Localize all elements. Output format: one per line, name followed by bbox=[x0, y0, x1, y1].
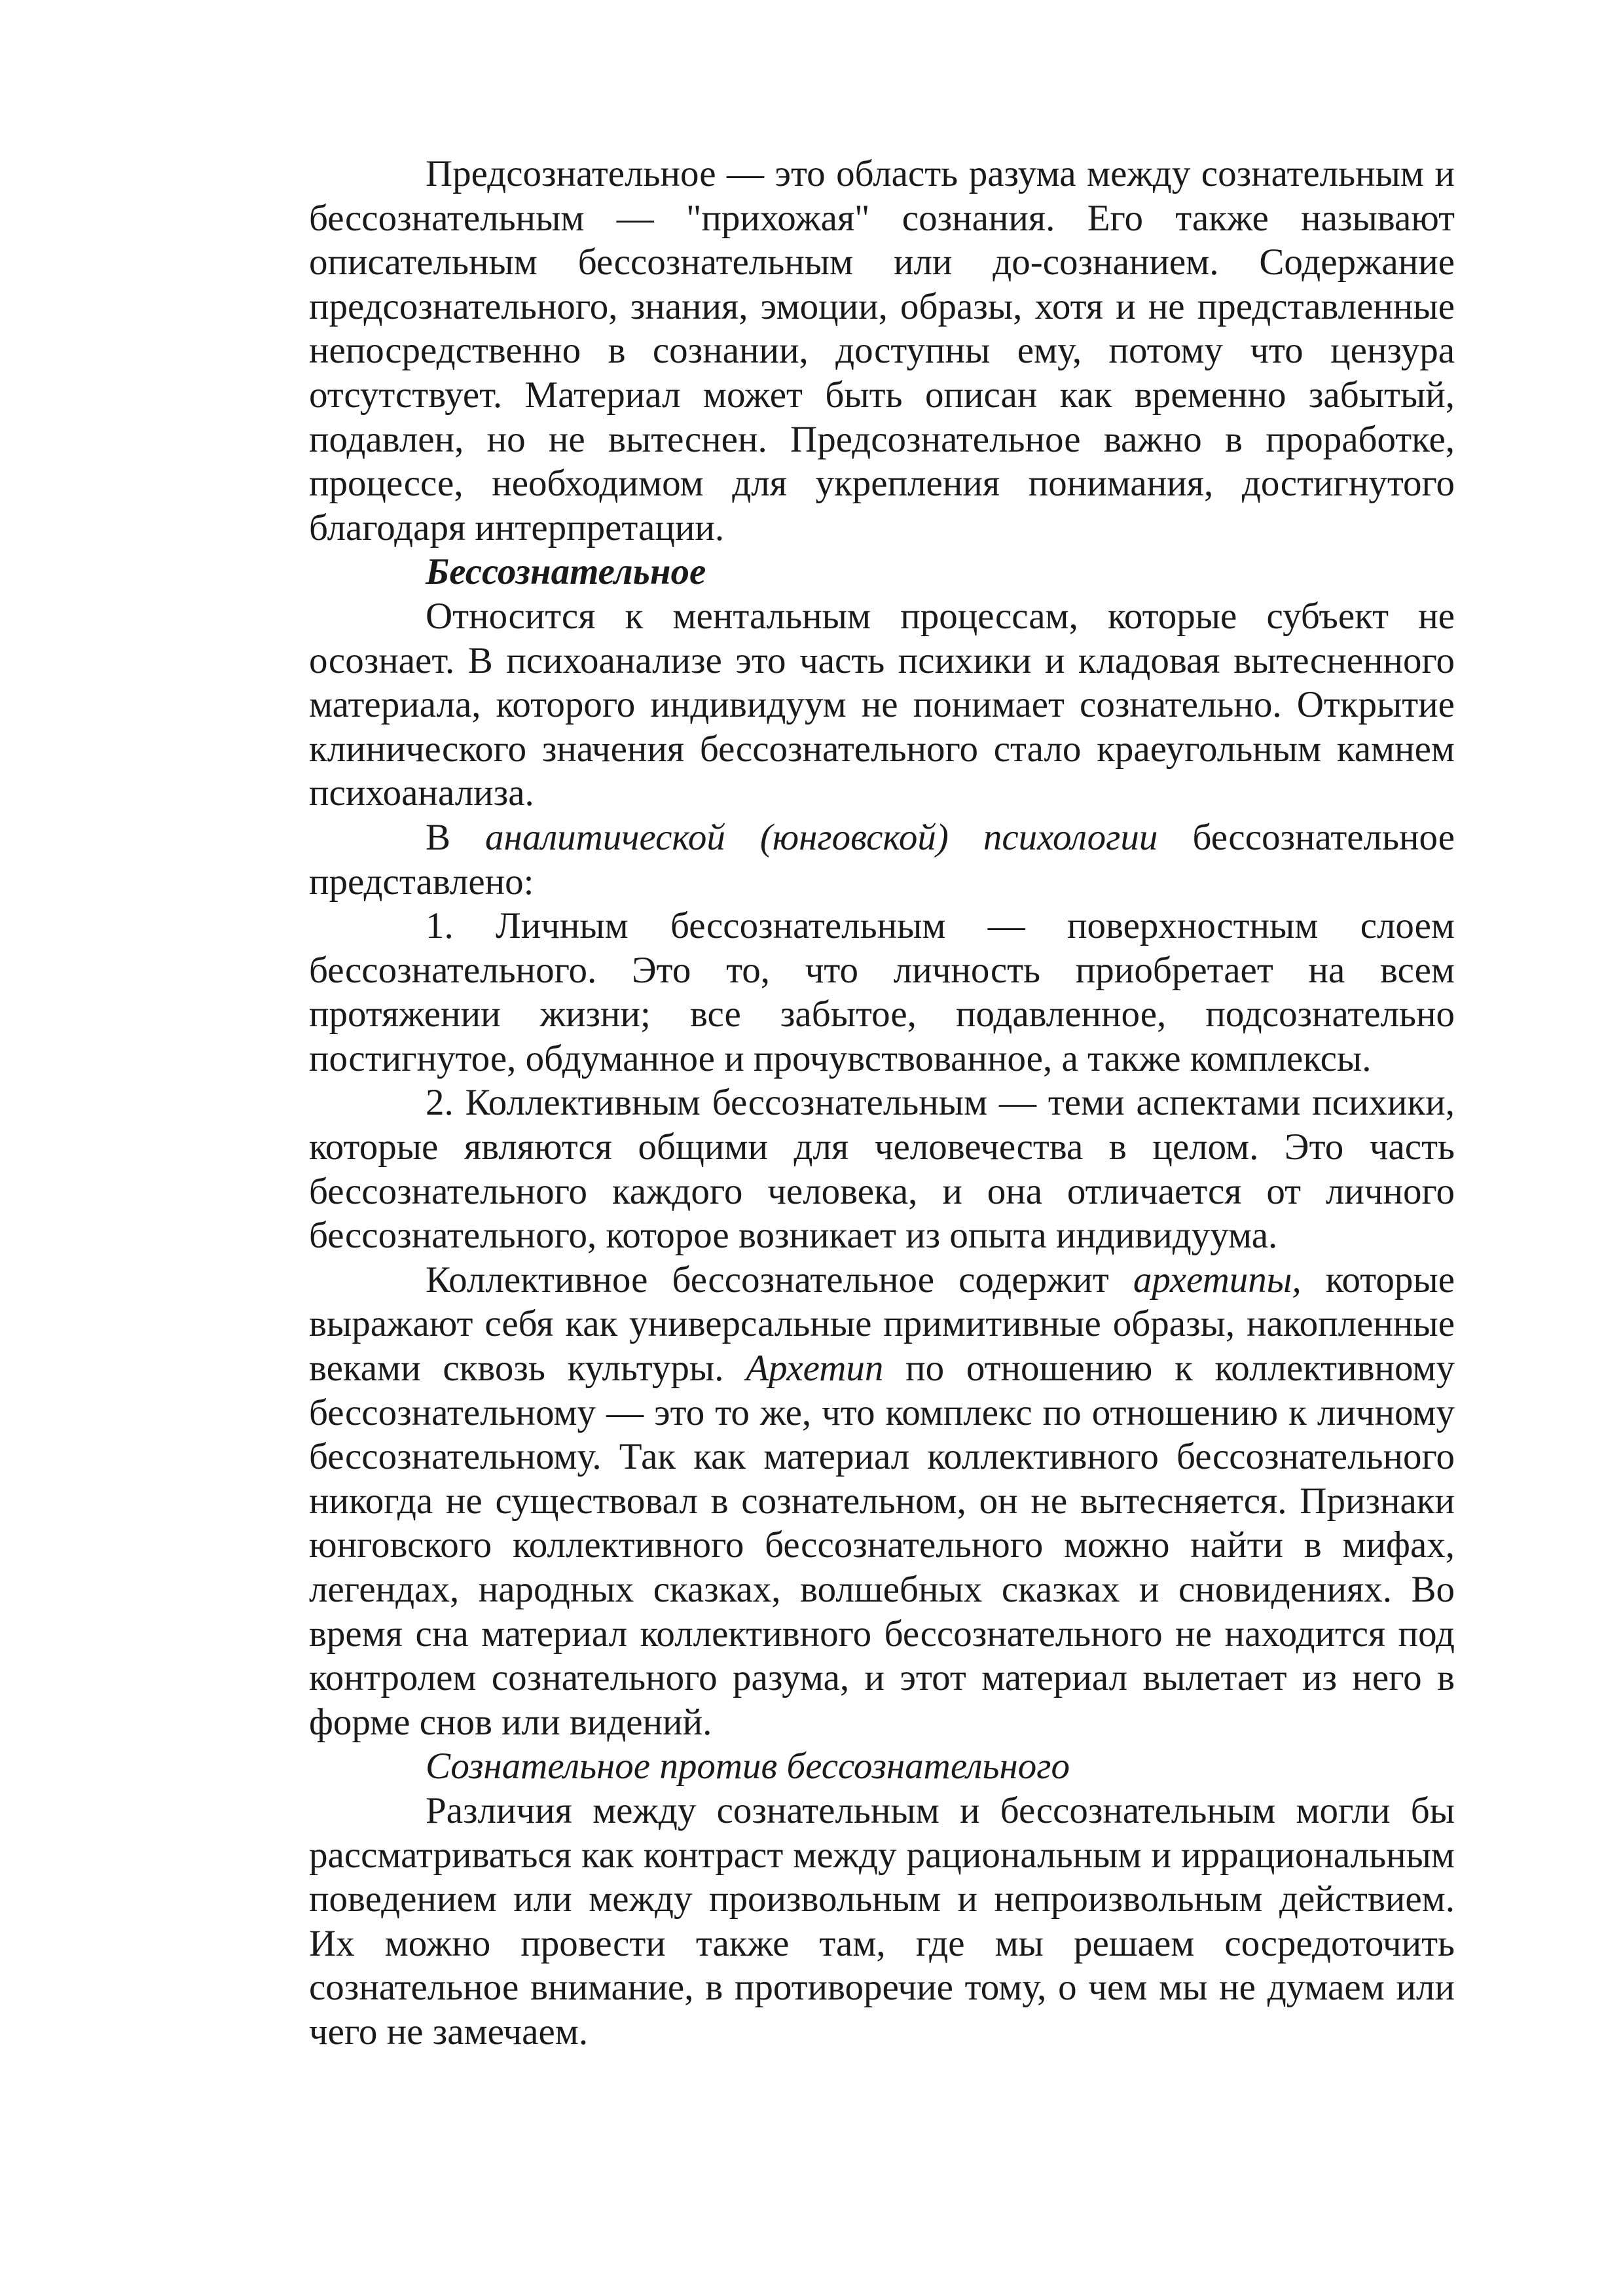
archetypes-italic1: архетипы, bbox=[1133, 1259, 1302, 1300]
heading-conscious-vs-unconscious bbox=[309, 1744, 1455, 1789]
paragraph-archetypes bbox=[309, 1258, 1455, 1745]
list-item-personal-unconscious: 1. Личным бессознательным — поверхностным слоем бессознательного. Это то, что личность приобретает на всем протяжении жизни; все забытое, подавленное, подсознательно постигнутое, обдуманное и прочувствованное, а также комплексы. bbox=[309, 905, 1455, 1079]
heading-unconscious-text: Бессознательное bbox=[426, 551, 706, 593]
list-item-collective-unconscious: 2. Коллективным бессознательным — теми аспектами психики, которые являются общими для человечества в целом. Это часть бессознательного каждого человека, и она отличается от личного бессознательного, которое возникает из опыта индивидуума. bbox=[309, 1082, 1455, 1257]
paragraph-differences: Различия между сознательным и бессознательным могли бы рассматриваться как контраст между рациональным и иррациональным поведением или между произвольным и непроизвольным действием. Их можно провести также там, где мы решаем сосредоточить сознательное внимание, в противоречие тому, о чем мы не думаем или чего не замечаем. bbox=[309, 1789, 1455, 2053]
paragraph-unconscious-definition: Относится к ментальным процессам, которые субъект не осознает. В психоанализе это часть психики и кладовая вытесненного материала, которого индивидуум не понимает сознательно. Открытие клинического значения бессознательного стало краеугольным камнем психоанализа. bbox=[309, 595, 1455, 814]
heading-conscious-vs-unconscious-text: Сознательное против бессознательного bbox=[426, 1746, 1070, 1787]
archetypes-part2: которые выражают себя как универсальные примитивные образы, накопленные веками сквозь культуры. bbox=[309, 1259, 1455, 1390]
jungian-intro-italic: аналитической (юнговской) психологии bbox=[485, 816, 1158, 858]
jungian-intro-tail: бессознательное представлено: bbox=[309, 816, 1455, 903]
heading-unconscious bbox=[309, 550, 1455, 594]
archetypes-italic2: Архетип bbox=[746, 1348, 884, 1390]
document-body bbox=[309, 152, 1455, 2054]
archetypes-part1: Коллективное бессознательное содержит bbox=[426, 1259, 1133, 1300]
paragraph-jungian-intro bbox=[309, 816, 1455, 904]
jungian-intro-lead: В bbox=[426, 816, 486, 858]
archetypes-part3: по отношению к коллективному бессознательному — это то же, что комплекс по отношению к личному бессознательному. Так как материал коллективного бессознательного никогда не существовал в сознательном, он не вытесняется. Признаки юнговского коллективного бессознательного можно найти в мифах, легендах, народных сказках, волшебных сказках и сновидениях. Во время сна материал коллективного бессознательного не находится под контролем сознательного разума, и этот материал вылетает из него в форме снов или видений. bbox=[309, 1348, 1455, 1743]
paragraph-preconscious: Предсознательное — это область разума между сознательным и бессознательным — "прихожая" сознания. Его также называют описательным бессознательным или до-сознанием. Содержание предсознательного, знания, эмоции, образы, хотя и не представленные непосредственно в сознании, доступны ему, потому что цензура отсутствует. Материал может быть описан как временно забытый, подавлен, но не вытеснен. Предсознательное важно в проработке, процессе, необходимом для укрепления понимания, достигнутого благодаря интерпретации. bbox=[309, 153, 1455, 548]
